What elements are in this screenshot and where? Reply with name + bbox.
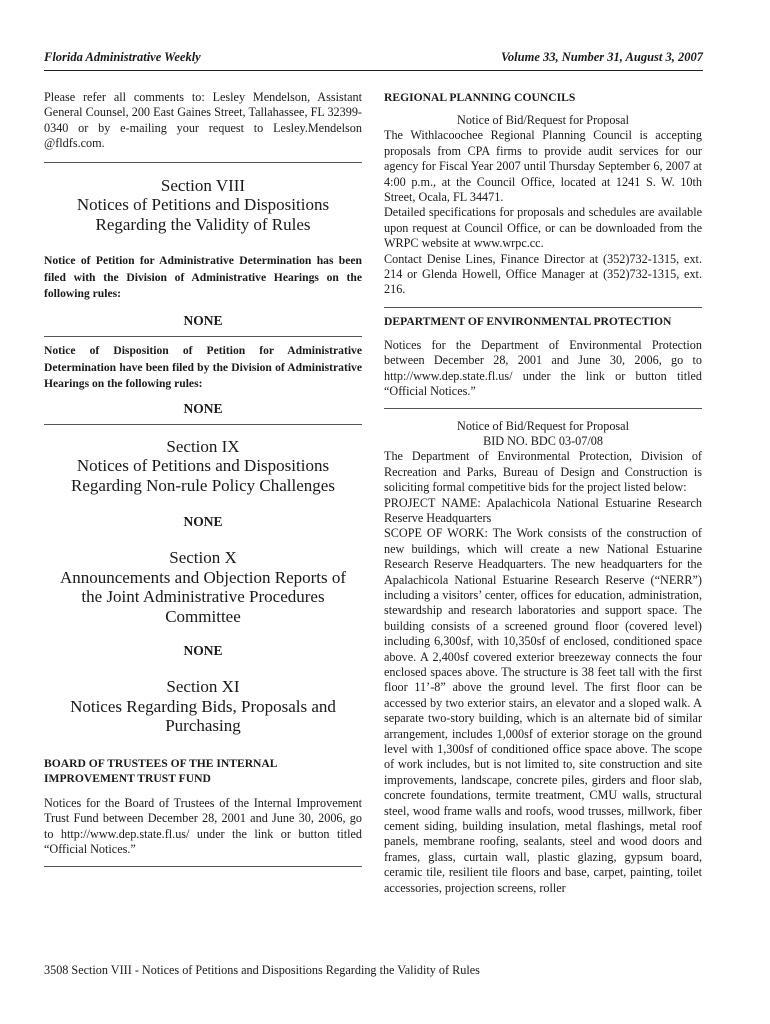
petition-notice: Notice of Petition for Administrative Determination has been filed with the Division of Administrative Hearings on the following rules:: [44, 254, 362, 301]
section-title-line: Notices of Petitions and Dispositions: [76, 195, 330, 215]
board-notice-text: Notices for the Board of Trustees of the Internal Improvement Trust Fund between December 28, 2001 and June 30, 2006, go to http://www.dep.state.fl.us/ under the link or button titled “Official Notices.”: [44, 795, 362, 856]
publication-title: Florida Administrative Weekly: [44, 50, 201, 64]
none-label: NONE: [183, 400, 223, 416]
section-title-line: Notices Regarding Bids, Proposals and: [70, 696, 336, 716]
section-ix-title: [44, 437, 362, 496]
board-heading: BOARD OF TRUSTEES OF THE INTERNAL: [44, 756, 278, 770]
section-number: Section X: [169, 548, 237, 568]
board-heading: IMPROVEMENT TRUST FUND: [44, 771, 211, 785]
divider: [44, 866, 362, 867]
section-number: Section VIII: [160, 175, 246, 195]
rpc-heading: REGIONAL PLANNING COUNCILS: [384, 91, 576, 104]
bid-number: BID NO. BDC 03-07/08: [483, 433, 603, 448]
scope-of-work: SCOPE OF WORK: The Work consists of the construction of new buildings, which will create a new National Estuarine Research Reserve Headquarters. The new headquarters for the Apalachicola National Estuarine Research Reserve (“NERR”) including a visitors’ center, offices for education, administration, stewardship and research laboratories and support space. The building consists of a screened ground floor (covered level) including 6,300sf, with 10,350sf of enclosed, conditioned space above. A 2,400sf covered exterior breezeway connects the four enclosed spaces above. The structure is 38 feet tall with the first floor 11’-8” above the ground level. The first floor can be accessed by two exterior stairs, an elevator and a sloped walk. A separate two-story building, which is an alternate bid of similar arrangement, includes 1,000sf of exterior storage on the ground level with 1,300sf of conditioned office space above. The scope of work includes, but is not limited to, site construction and site improvements, landscape, concrete piles, girders and floor slab, concrete foundations, termite treatment, CMU walls, structural steel, wood frame walls and roofs, wood trusses, millwork, fiber cement siding, building insulation, metal flashings, metal roof panels, membrane roofing, sealants, steel and wood doors and frames, glass, curtain wall, plastic glazing, gypsum board, ceramic tile, resilient tile floors and base, carpet, painting, toilet accessories, projection screens, roller: [384, 526, 702, 895]
section-title-line: Announcements and Objection Reports of: [59, 567, 347, 587]
project-name: PROJECT NAME: Apalachicola National Estuarine Research Reserve Headquarters: [384, 495, 702, 525]
section-title-line: Committee: [165, 606, 241, 626]
none-label: NONE: [183, 312, 223, 328]
dep-notice-text: Notices for the Department of Environmental Protection between December 28, 2001 and June 30, 2006, go to http://www.dep.state.fl.us/ under the link or button titled “Official Notices.”: [384, 337, 702, 399]
rpc-paragraph: Detailed specifications for proposals and schedules are available upon request at Council Office, or can be downloaded from the WRPC website at www.wrpc.cc.: [384, 205, 702, 251]
volume-info: Volume 33, Number 31, August 3, 2007: [500, 50, 703, 64]
rpc-contact: Contact Denise Lines, Finance Director at (352)732-1315, ext. 214 or Glenda Howell, Office Manager at (352)732-1315, ext. 216.: [384, 251, 702, 297]
section-title-line: the Joint Administrative Procedures: [81, 587, 325, 607]
section-viii-title: [44, 176, 362, 235]
rpc-notice-title: Notice of Bid/Request for Proposal: [457, 113, 629, 127]
section-title-line: Purchasing: [165, 716, 241, 736]
section-number: Section IX: [166, 436, 240, 456]
dep-heading: DEPARTMENT OF ENVIRONMENTAL PROTECTION: [384, 314, 672, 328]
rpc-paragraph: The Withlacoochee Regional Planning Council is accepting proposals from CPA firms to provide audit services for our agency for Fiscal Year 2007 until Thursday September 6, 2007 at 4:00 p.m., at the Council Office, located at 1241 S. W. 10th Street, Ocala, FL 34471.: [384, 128, 702, 205]
page-footer: 3508 Section VIII - Notices of Petitions and Dispositions Regarding the Validity of Rules: [44, 963, 480, 977]
section-number: Section XI: [166, 677, 240, 697]
bid-notice-title: Notice of Bid/Request for Proposal: [457, 418, 629, 433]
section-title-line: Notices of Petitions and Dispositions: [76, 456, 330, 476]
running-header: [44, 50, 703, 71]
right-column: [384, 90, 702, 896]
bid-paragraph: The Department of Environmental Protection, Division of Recreation and Parks, Bureau of Design and Construction is soliciting formal competitive bids for the project listed below:: [384, 449, 702, 495]
left-column: [44, 90, 362, 867]
section-xi-title: [44, 677, 362, 736]
none-label: NONE: [183, 643, 223, 659]
section-title-line: Regarding the Validity of Rules: [95, 214, 311, 234]
section-x-title: [44, 548, 362, 626]
disposition-notice: Notice of Disposition of Petition for Administrative Determination have been filed by the Division of Administrative Hearings on the following rules:: [44, 343, 362, 391]
none-label: NONE: [183, 514, 223, 530]
comments-paragraph: Please refer all comments to: Lesley Mendelson, Assistant General Counsel, 200 East Gaines Street, Tallahassee, FL 32399-0340 or by e-mailing your request to Lesley.Mendelson @fldfs.com.: [44, 90, 362, 151]
section-title-line: Regarding Non-rule Policy Challenges: [71, 475, 335, 495]
